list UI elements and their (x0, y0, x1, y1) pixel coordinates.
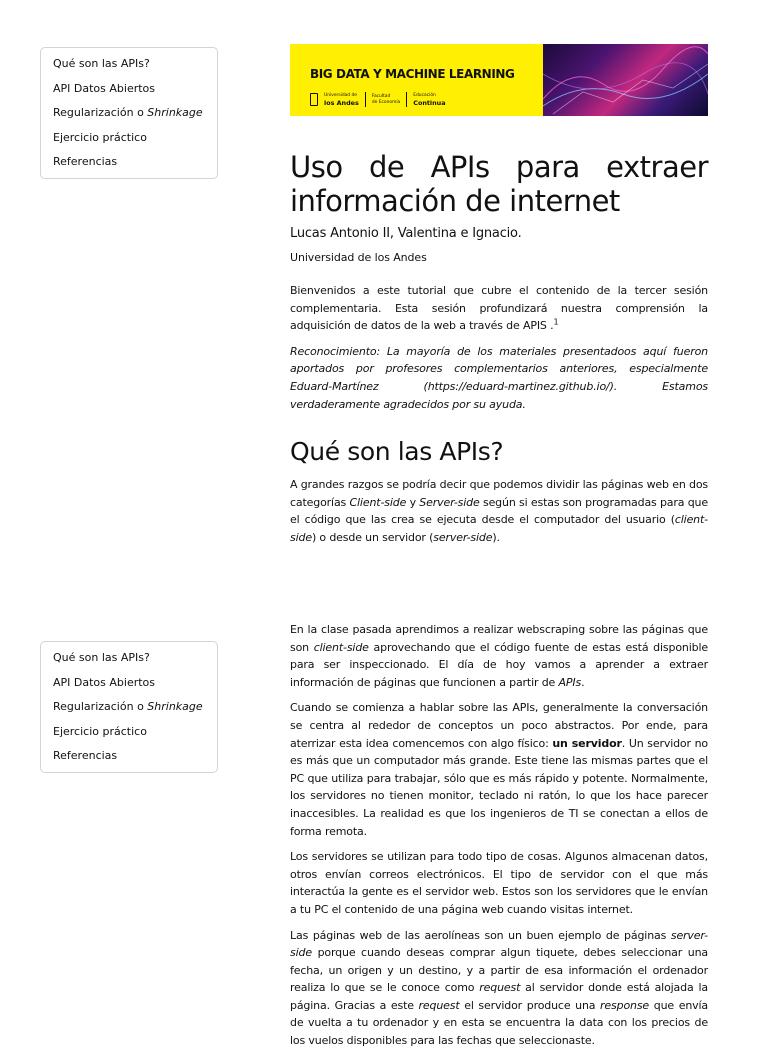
emph-text: request (418, 998, 460, 1012)
university-seal-icon (310, 93, 318, 106)
text: según si estas son programadas para que el código que las crea se ejecuta desde el computador del usuario ( (290, 495, 708, 527)
emph-text: client-side (290, 513, 708, 544)
faculty-logo (372, 94, 400, 106)
logo-text: Educación (413, 92, 436, 98)
toc-item-datos-abiertos[interactable]: API Datos Abiertos (53, 81, 156, 95)
paragraph (290, 927, 708, 1050)
text: el servidor produce una (459, 998, 601, 1012)
emph-text: request (479, 981, 521, 995)
text: . Un servidor no es más que un computador más grande. Este tiene las mismas partes que el PC que utiliza para trabajar, sólo que es más rápido y potente. Normalmente, los servidores no tienen monitor, teclado ni ratón, lo que los hace parecer inaccesibles. La realidad es que los ingenieros de TI se conectan a ellos de forma remota. (290, 736, 708, 838)
table-of-contents (40, 47, 218, 179)
text: porque cuando deseas comprar algun tiquete, debes seleccionar una fecha, un origen y un destino, y a partir de esa información el ordenador realiza lo que se le conoce como (290, 946, 708, 995)
toc-item-label: Regularización o (53, 106, 148, 119)
text: ) o desde un servidor ( (311, 530, 434, 544)
affiliation: Universidad de los Andes (290, 251, 427, 264)
paragraph: Los servidores se utilizan para todo tipo de cosas. Algunos almacenan datos, otros envían correos electrónicos. El tipo de servidor con el que más interactúa la gente es el servidor web. Estos son los servidores que le envían a tu PC el contenido de una página web cuando visitas internet. (290, 850, 708, 916)
text: ). (492, 530, 500, 544)
emph-text: Server-side (419, 495, 480, 509)
text: A grandes razgos se podría decir que podemos dividir las páginas web en dos categorías (290, 478, 708, 509)
text: aprovechando que el código fuente de estas está disponible para ser inspeccionado. El día de hoy vamos a aprender a extraer información de páginas que funcionen a partir de (290, 640, 708, 689)
text: y (406, 495, 420, 509)
toc-item-label: Regularización o (53, 700, 148, 713)
logo-text: Universidad de (324, 92, 357, 98)
continuing-education-logo (413, 93, 445, 107)
main-content (290, 150, 708, 547)
paragraph (290, 699, 708, 840)
emph-text: response (600, 998, 650, 1012)
text: que envía de vuelta a tu ordenador y en esta se encuentra la data con los precios de los vuelos disponibles para las fechas que seleccionaste. (290, 998, 708, 1048)
emph-text: server-side (433, 530, 493, 544)
logo-divider (365, 92, 366, 107)
toc-item-referencias[interactable]: Referencias (53, 749, 118, 762)
course-banner (290, 44, 708, 116)
intro-text: Bienvenidos a este tutorial que cubre el contenido de la tercer sesión complementaria. Esta sesión profundizará nuestra comprensión la adquisición de datos de la web a través de APIS . (290, 284, 708, 333)
toc-item-ejercicio[interactable]: Ejercicio práctico (53, 724, 147, 738)
paragraph (290, 621, 708, 691)
toc-item-label-em: Shrinkage (147, 700, 203, 713)
banner-title: BIG DATA Y MACHINE LEARNING (310, 67, 515, 81)
text: . (581, 675, 585, 689)
logo-text: los Andes (324, 98, 359, 107)
text: En la clase pasada aprendimos a realizar webscraping sobre las páginas que son (290, 623, 708, 654)
main-content-continued (290, 621, 708, 1050)
acknowledgement-paragraph: Reconocimiento: La mayoría de los materiales presentadoos aquí fueron aportados por profesores complementarios anteriores, especialmente Eduard-Martínez (https://eduard-martinez.github.io/). Estamos verdaderamente agradecidos por su ayuda. (290, 344, 708, 411)
toc-item-regularizacion[interactable] (53, 101, 217, 126)
toc-item-ejercicio[interactable]: Ejercicio práctico (53, 130, 147, 144)
toc-item-referencias[interactable]: Referencias (53, 155, 118, 168)
logo-text: de Economía (371, 99, 401, 105)
logo-text: Continua (413, 98, 446, 107)
institution-logos (310, 92, 446, 107)
paragraph (290, 476, 708, 546)
authors: Lucas Antonio II, Valentina e Ignacio. (290, 226, 522, 241)
bold-text: un servidor (552, 736, 622, 750)
emph-text: server-side (290, 928, 708, 960)
emph-text: Client-side (349, 495, 407, 509)
footnote-marker[interactable]: 1 (553, 317, 559, 327)
banner-yellow-panel (290, 44, 543, 116)
text: Cuando se comienza a hablar sobre las APIs, generalmente la conversación se centra al rededor de conceptos un poco abstractos. Por ende, para aterrizar esta idea comencemos con algo físico: (290, 701, 708, 750)
university-logo (324, 93, 359, 107)
document-title: Uso de APIs para extraer información de internet (290, 150, 708, 218)
emph-text: APIs (558, 675, 582, 689)
toc-item-regularizacion[interactable] (53, 695, 217, 720)
logo-text: Facultad (371, 93, 391, 99)
data-streams-graphic (543, 44, 708, 116)
toc-item-datos-abiertos[interactable]: API Datos Abiertos (53, 675, 156, 689)
section-heading-apis: Qué son las APIs? (290, 437, 504, 467)
text: Las páginas web de las aerolíneas son un buen ejemplo de páginas (290, 928, 671, 942)
intro-paragraph (290, 282, 708, 335)
emph-text: client-side (313, 640, 369, 654)
table-of-contents-repeat (40, 641, 218, 773)
toc-item-label-em: Shrinkage (147, 106, 203, 119)
banner-data-visual-image (543, 44, 708, 116)
logo-divider (406, 92, 407, 107)
toc-item-apis[interactable]: Qué son las APIs? (53, 57, 150, 70)
text: al servidor donde está alojada la página. Gracias a este (290, 981, 708, 1012)
toc-item-apis[interactable]: Qué son las APIs? (53, 651, 150, 664)
